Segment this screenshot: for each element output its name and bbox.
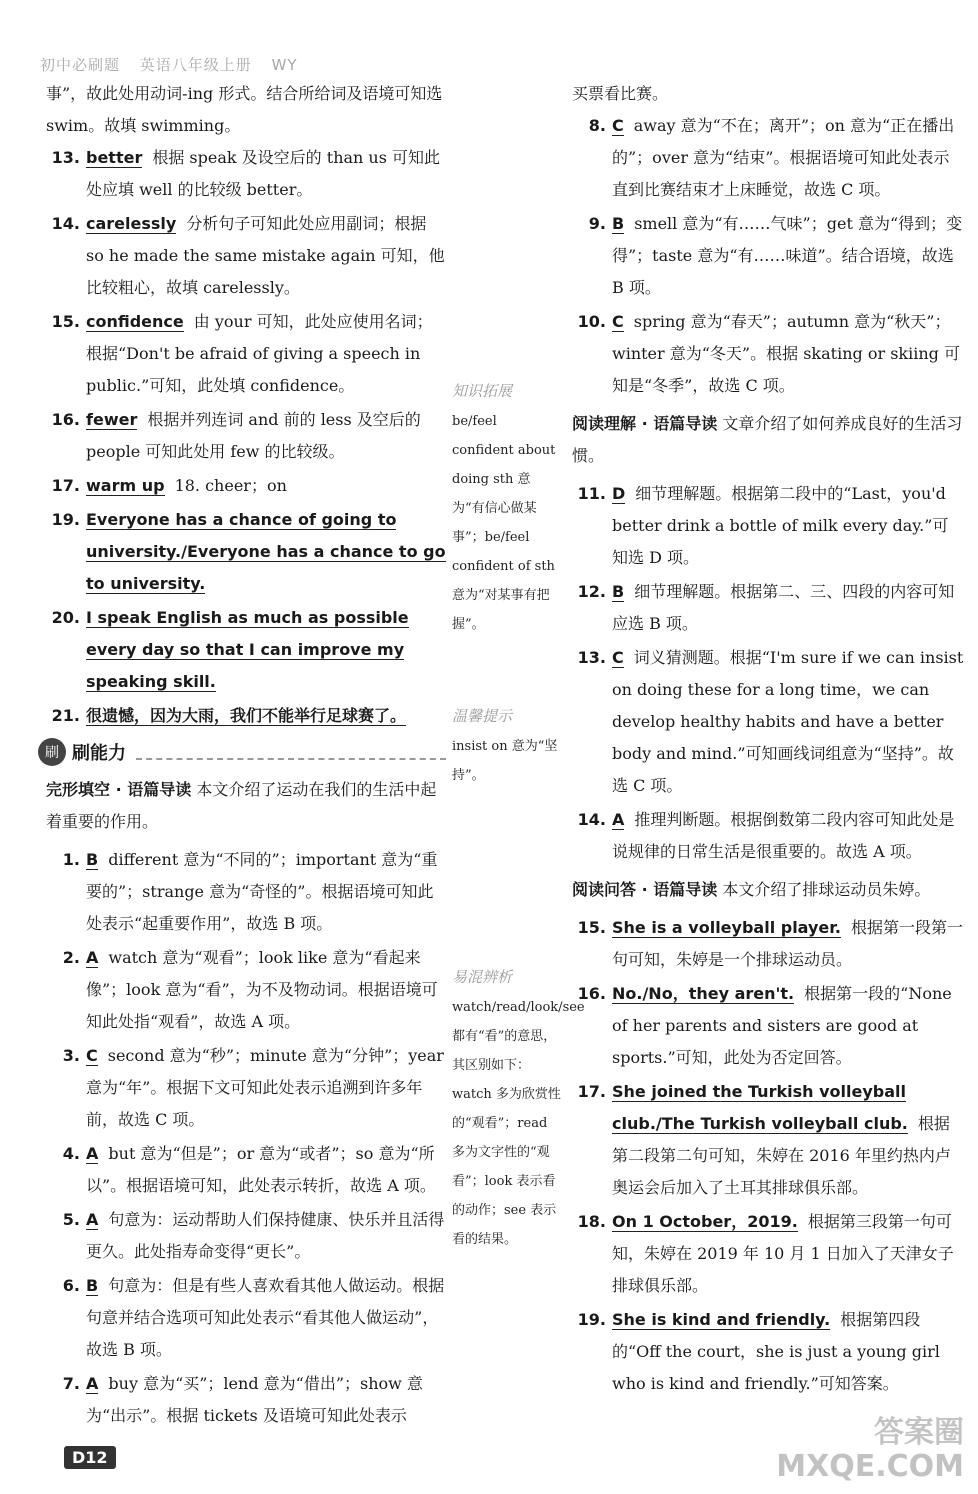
item-number: 20.	[51, 608, 80, 627]
note-title: 易混辨析	[452, 968, 513, 986]
item-body	[612, 110, 964, 206]
item-number: 12.	[577, 582, 606, 601]
section-heading-reading	[572, 408, 964, 472]
item-number: 13.	[51, 148, 80, 167]
answer-item	[572, 912, 964, 976]
answer-item	[572, 1076, 964, 1204]
answer-item	[46, 504, 446, 600]
item-answer: C	[612, 648, 624, 667]
item-body	[86, 470, 446, 502]
banner-divider	[136, 744, 446, 760]
item-number: 14.	[51, 214, 80, 233]
answer-list-5	[572, 912, 964, 1400]
answer-list-2	[46, 844, 446, 1432]
item-body	[612, 1076, 964, 1204]
note-watch-look: watch/read/look/see 都有“看”的意思，其区别如下：watch 多为欣赏性的“观看”；read 多为文字性的“观看”；look 表示看的动作；see 表示看的结果。	[452, 1000, 585, 1247]
item-number: 15.	[577, 918, 606, 937]
note-title: 温馨提示	[452, 707, 513, 725]
item-number: 4.	[62, 1144, 80, 1163]
section-label: 完形填空 · 语篇导读	[46, 780, 192, 799]
item-answer: C	[612, 116, 624, 135]
answer-list-3	[572, 110, 964, 402]
section-summary: 文章介绍了如何养成良好的生活习惯。	[572, 414, 963, 465]
item-answer: carelessly	[86, 214, 177, 233]
item-explanation: spring 意为“春天”；autumn 意为“秋天”；winter 意为“冬天”。根据 skating or skiing 可知是“冬季”，故选 C 项。	[612, 312, 960, 395]
margin-notes	[452, 78, 585, 1254]
item-explanation: 由 your 可知，此处应使用名词；根据“Don't be afraid of giving a speech in public.”可知，此处填 confidence。	[86, 312, 433, 395]
item-explanation: 根据 speak 及设空后的 than us 可知此处应填 well 的比较级 better。	[86, 148, 441, 199]
item-number: 17.	[577, 1082, 606, 1101]
item-answer: She is a volleyball player.	[612, 918, 841, 937]
answer-item	[572, 110, 964, 206]
continuation-text: 买票看比赛。	[572, 84, 669, 103]
answer-item	[46, 1368, 446, 1432]
answer-item	[572, 208, 964, 304]
item-body	[86, 404, 446, 468]
item-answer: No./No，they aren't.	[612, 984, 795, 1003]
answer-item	[46, 1138, 446, 1202]
item-body	[86, 1368, 446, 1432]
item-answer: A	[86, 1374, 99, 1393]
item-answer: B	[86, 850, 99, 869]
item-body	[612, 576, 964, 640]
section-label: 阅读问答 · 语篇导读	[572, 880, 718, 899]
item-body	[612, 208, 964, 304]
item-explanation: but 意为“但是”；or 意为“或者”；so 意为“所以”。根据语境可知，此处表示转折，故选 A 项。	[86, 1144, 436, 1195]
note-confident: be/feel confident about doing sth 意为“有信心做某事”；be/feel confident of sth 意为“对某事有把握”。	[452, 414, 556, 632]
item-answer: B	[612, 582, 625, 601]
running-header	[40, 54, 312, 75]
item-explanation: 词义猜测题。根据“I'm sure if we can insist on doing these for a long time，we can develop healthy habits and have a better body and mind.”可知画线词组意为“坚持”。故选 C 项。	[612, 648, 964, 795]
item-explanation: watch 意为“观看”；look like 意为“看起来像”；look 意为“看”，为不及物动词。根据语境可知此处指“观看”，故选 A 项。	[86, 948, 438, 1031]
answer-item	[572, 478, 964, 574]
answer-item	[46, 1270, 446, 1366]
item-number: 16.	[51, 410, 80, 429]
item-explanation: 根据第四段的“Off the court，she is just a young girl who is kind and friendly.”可知答案。	[612, 1310, 940, 1393]
item-explanation: buy 意为“买”；lend 意为“借出”；show 意为“出示”。根据 tickets 及语境可知此处表示	[86, 1374, 423, 1425]
item-body	[612, 306, 964, 402]
answer-item	[572, 978, 964, 1074]
item-body	[86, 1138, 446, 1202]
item-explanation: different 意为“不同的”；important 意为“重要的”；strange 意为“奇怪的”。根据语境可知此处表示“起重要作用”，故选 B 项。	[86, 850, 438, 933]
item-number: 3.	[62, 1046, 80, 1065]
item-explanation: away 意为“不在；离开”；on 意为“正在播出的”；over 意为“结束”。根据语境可知此处表示直到比赛结束才上床睡觉，故选 C 项。	[612, 116, 955, 199]
item-number: 8.	[588, 116, 606, 135]
item-answer: She joined the Turkish volleyball club./The Turkish volleyball club.	[612, 1082, 908, 1133]
item-explanation: smell 意为“有……气味”；get 意为“得到；变得”；taste 意为“有……味道”。结合语境，故选 B 项。	[612, 214, 963, 297]
item-body	[86, 1204, 446, 1268]
item-body	[612, 978, 964, 1074]
answer-item	[46, 306, 446, 402]
right-column	[572, 78, 964, 1402]
answer-list-1	[46, 142, 446, 732]
item-explanation: 根据第三段第一句可知，朱婷在 2019 年 10 月 1 日加入了天津女子排球俱乐部。	[612, 1212, 954, 1295]
item-explanation: second 意为“秒”；minute 意为“分钟”；year 意为“年”。根据下文可知此处表示追溯到许多年前，故选 C 项。	[86, 1046, 444, 1129]
item-explanation: 句意为：但是有些人喜欢看其他人做运动。根据句意并结合选项可知此处表示“看其他人做运动”，故选 B 项。	[86, 1276, 445, 1359]
answer-item	[46, 700, 446, 732]
item-explanation: 18. cheer；on	[174, 476, 287, 495]
item-answer: A	[86, 1210, 99, 1229]
item-number: 10.	[577, 312, 606, 331]
answer-item	[572, 1304, 964, 1400]
item-answer: C	[86, 1046, 98, 1065]
item-answer: I speak English as much as possible every day so that I can improve my speaking skill.	[86, 608, 409, 691]
item-explanation: 根据第一段的“None of her parents and sisters are good at sports.”可知，此处为否定回答。	[612, 984, 952, 1067]
item-answer: 很遗憾，因为大雨，我们不能举行足球赛了。	[86, 706, 407, 725]
answer-item	[572, 306, 964, 402]
item-body	[86, 306, 446, 402]
item-explanation: 推理判断题。根据倒数第二段内容可知此处是说规律的日常生活是很重要的。故选 A 项。	[612, 810, 955, 861]
item-answer: Everyone has a chance of going to university./Everyone has a chance to go to university.	[86, 510, 446, 593]
item-answer: fewer	[86, 410, 138, 429]
item-explanation: 分析句子可知此处应用副词；根据 so he made the same mistake again 可知，他比较粗心，故填 carelessly。	[86, 214, 445, 297]
answer-item	[46, 470, 446, 502]
item-explanation: 句意为：运动帮助人们保持健康、快乐并且活得更久。此处指寿命变得“更长”。	[86, 1210, 445, 1261]
item-answer: B	[612, 214, 625, 233]
item-answer: D	[612, 484, 626, 503]
item-number: 7.	[62, 1374, 80, 1393]
item-body	[612, 1206, 964, 1302]
item-number: 19.	[577, 1310, 606, 1329]
item-number: 15.	[51, 312, 80, 331]
section-label: 阅读理解 · 语篇导读	[572, 414, 718, 433]
section-heading-qa	[572, 874, 964, 906]
item-body	[612, 912, 964, 976]
item-number: 1.	[62, 850, 80, 869]
answer-item	[46, 142, 446, 206]
item-body	[612, 642, 964, 802]
book-edition: WY	[271, 56, 298, 74]
item-explanation: 细节理解题。根据第二、三、四段的内容可知应选 B 项。	[612, 582, 955, 633]
answer-item	[46, 844, 446, 940]
item-answer: B	[86, 1276, 99, 1295]
item-answer: On 1 October，2019.	[612, 1212, 798, 1231]
answer-item	[46, 1040, 446, 1136]
item-answer: confidence	[86, 312, 184, 331]
item-answer: A	[612, 810, 625, 829]
answer-item	[46, 942, 446, 1038]
item-answer: A	[86, 1144, 99, 1163]
item-answer: better	[86, 148, 143, 167]
item-number: 14.	[577, 810, 606, 829]
item-body	[86, 602, 446, 698]
item-explanation: 根据并列连词 and 前的 less 及空后的 people 可知此处用 few 的比较级。	[86, 410, 421, 461]
item-number: 16.	[577, 984, 606, 1003]
item-number: 2.	[62, 948, 80, 967]
item-body	[86, 142, 446, 206]
section-banner	[38, 738, 446, 766]
item-number: 11.	[577, 484, 606, 503]
item-body	[86, 942, 446, 1038]
watermark	[776, 1416, 964, 1484]
item-number: 5.	[62, 1210, 80, 1229]
section-heading-cloze	[46, 774, 446, 838]
watermark-line: 答案圈	[874, 1415, 964, 1450]
item-body	[612, 1304, 964, 1400]
item-answer: C	[612, 312, 624, 331]
book-title: 初中必刷题	[40, 56, 121, 74]
answer-list-4	[572, 478, 964, 868]
banner-label: 刷能力	[72, 743, 126, 764]
left-column	[46, 78, 446, 1434]
item-number: 17.	[51, 476, 80, 495]
section-summary: 本文介绍了排球运动员朱婷。	[722, 880, 931, 899]
item-answer: She is kind and friendly.	[612, 1310, 831, 1329]
page-number: D12	[64, 1446, 116, 1469]
answer-item	[572, 576, 964, 640]
book-subject: 英语八年级上册	[139, 56, 252, 74]
item-number: 19.	[51, 510, 80, 529]
item-number: 6.	[62, 1276, 80, 1295]
watermark-line: MXQE.COM	[776, 1449, 964, 1484]
item-explanation: 根据第一段第一句可知，朱婷是一个排球运动员。	[612, 918, 963, 969]
item-body	[86, 208, 446, 304]
item-explanation: 根据第二段第二句可知，朱婷在 2016 年里约热内卢奥运会后加入了土耳其排球俱乐部。	[612, 1114, 951, 1197]
section-summary: 本文介绍了运动在我们的生活中起着重要的作用。	[46, 780, 437, 831]
item-body	[86, 844, 446, 940]
answer-item	[572, 642, 964, 802]
item-number: 9.	[588, 214, 606, 233]
item-number: 21.	[51, 706, 80, 725]
answer-item	[572, 1206, 964, 1302]
answer-item	[46, 208, 446, 304]
note-title: 知识拓展	[452, 382, 513, 400]
brush-icon: 刷	[38, 738, 66, 766]
item-number: 13.	[577, 648, 606, 667]
continuation-text: 事”，故此处用动词-ing 形式。结合所给词及语境可知选 swim。故填 swimming。	[46, 84, 443, 135]
answer-item	[46, 1204, 446, 1268]
item-answer: A	[86, 948, 99, 967]
item-body	[86, 504, 446, 600]
item-body	[86, 1040, 446, 1136]
item-body	[86, 700, 446, 732]
answer-item	[46, 404, 446, 468]
item-explanation: 细节理解题。根据第二段中的“Last，you'd better drink a bottle of milk every day.”可知选 D 项。	[612, 484, 949, 567]
item-body	[86, 1270, 446, 1366]
item-body	[612, 804, 964, 868]
answer-item	[572, 804, 964, 868]
answer-item	[46, 602, 446, 698]
item-answer: warm up	[86, 476, 165, 495]
note-insist: insist on 意为“坚持”。	[452, 739, 558, 783]
item-body	[612, 478, 964, 574]
item-number: 18.	[577, 1212, 606, 1231]
